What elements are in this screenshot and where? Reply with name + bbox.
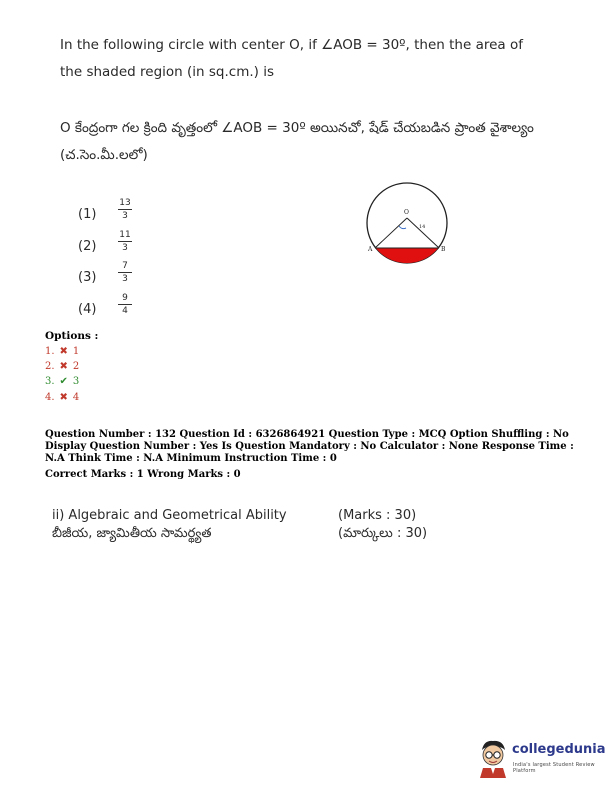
label-a: A	[368, 246, 373, 253]
section-marks-telugu: (మార్కులు : 30)	[338, 526, 428, 541]
choice-fraction	[118, 293, 132, 316]
wrong-icon: ✖	[59, 392, 68, 403]
choice-fraction	[118, 198, 132, 221]
section-title-english: ii) Algebraic and Geometrical Ability	[52, 508, 287, 523]
answer-value: 2	[72, 361, 80, 372]
answer-option-1	[45, 346, 79, 357]
label-b: B	[441, 246, 446, 253]
radius-ob	[407, 218, 439, 248]
fraction-numerator: 11	[119, 230, 131, 240]
wrong-icon: ✖	[59, 346, 68, 357]
fraction-denominator: 4	[122, 306, 128, 316]
fraction-numerator: 13	[119, 198, 131, 208]
fraction-numerator: 9	[122, 293, 128, 303]
options-title: Options :	[45, 330, 99, 342]
answer-index: 3.	[45, 376, 55, 387]
choice-label: (1)	[78, 207, 97, 222]
answer-value: 3	[72, 376, 80, 387]
choice-label: (3)	[78, 270, 97, 285]
wrong-icon: ✖	[59, 361, 68, 372]
label-radius: 14	[419, 224, 426, 230]
choice-fraction	[118, 230, 132, 253]
collegedunia-logo[interactable]	[476, 736, 606, 784]
answer-value: 4	[72, 392, 80, 403]
logo-tagline: India's largest Student Review Platform	[513, 762, 595, 774]
angle-arc	[399, 226, 406, 229]
fraction-denominator: 3	[122, 243, 128, 253]
fraction-denominator: 3	[122, 211, 128, 221]
answer-value: 1	[72, 346, 80, 357]
circle-figure	[362, 178, 452, 268]
answer-index: 2.	[45, 361, 55, 372]
choice-label: (2)	[78, 239, 97, 254]
section-marks-english: (Marks : 30)	[338, 508, 417, 523]
shaded-segment	[362, 248, 452, 268]
radius-oa	[375, 218, 407, 248]
question-english: In the following circle with center O, if ∠AOB = 30º, then the area of the shaded region (in sq.cm.) is	[60, 37, 523, 80]
answer-index: 1.	[45, 346, 55, 357]
answer-index: 4.	[45, 392, 55, 403]
fraction-numerator: 7	[122, 261, 128, 271]
correct-check-icon: ✔	[59, 376, 68, 387]
question-telugu: O కేంద్రంగా గల క్రింది వృత్తంలో ∠AOB = 30º అయినచో, షేడ్ చేయబడిన ప్రాంత వైశాల్యం (చ.సెం.మీ.లలో)	[60, 120, 534, 163]
mascot-icon	[476, 738, 510, 778]
marks-line: Correct Marks : 1 Wrong Marks : 0	[45, 469, 241, 480]
label-o: O	[404, 209, 409, 216]
section-title-telugu: బీజీయ, జ్యామితీయ సామర్థ్యత	[52, 526, 212, 541]
choice-label: (4)	[78, 302, 97, 317]
question-metadata: Question Number : 132 Question Id : 6326864921 Question Type : MCQ Option Shuffling : No Display Question Number : Yes Is Question Mandatory : No Calculator : None Response Time : N.A Think Time : N.A Minimum Instruction Time : 0	[45, 429, 574, 464]
answer-option-4	[45, 392, 79, 403]
choice-fraction	[118, 261, 132, 284]
answer-option-3	[45, 376, 79, 387]
fraction-denominator: 3	[122, 274, 128, 284]
answer-option-2	[45, 361, 79, 372]
logo-wordmark: collegedunia	[512, 742, 606, 757]
